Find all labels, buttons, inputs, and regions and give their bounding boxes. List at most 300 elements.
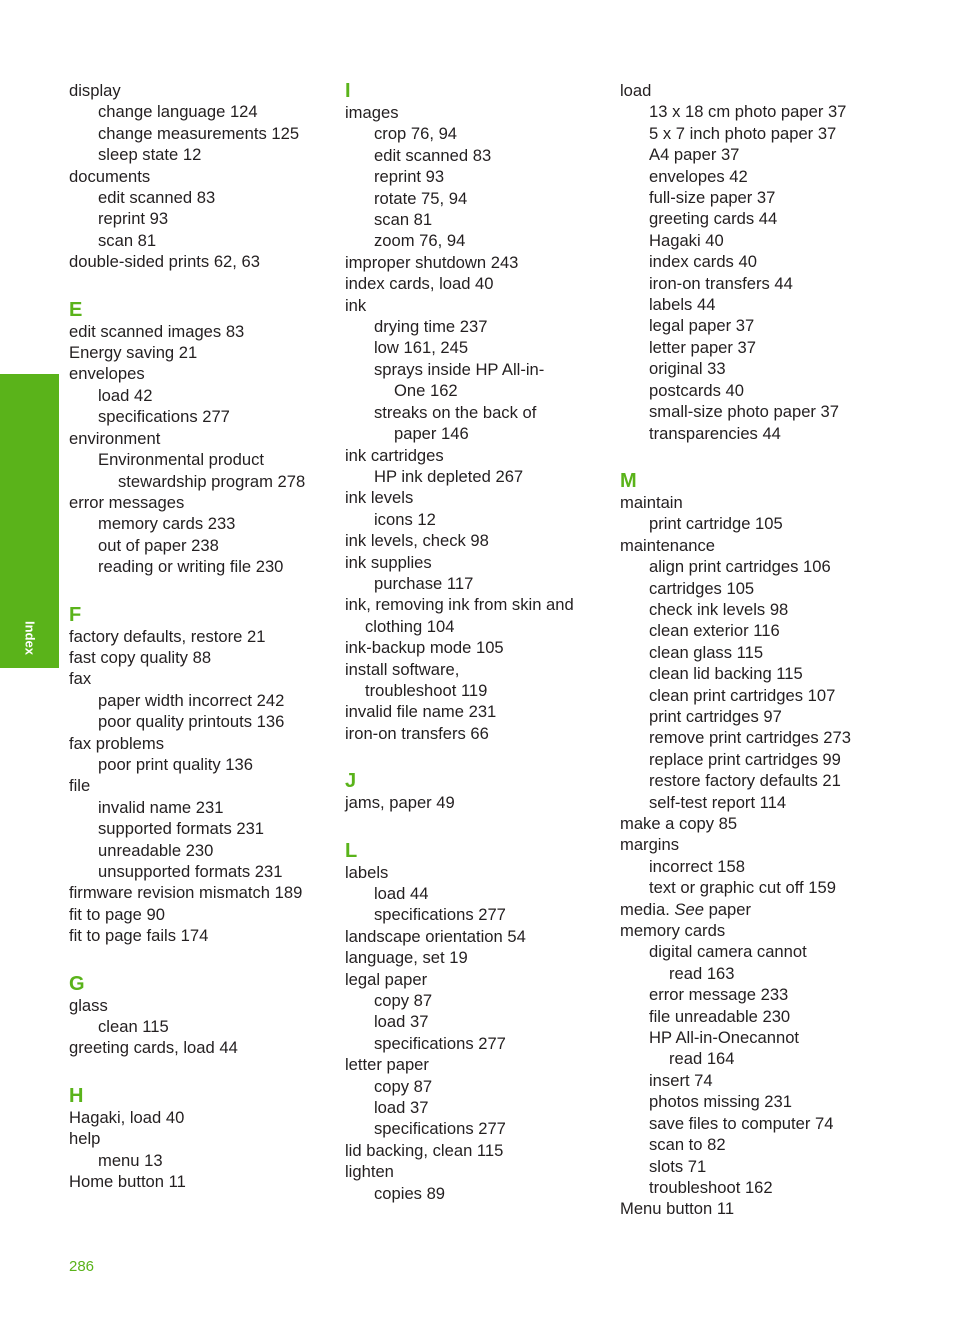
index-subentry <box>620 963 920 984</box>
entry-text: error message 233 <box>649 985 789 1005</box>
index-subentry <box>69 690 334 711</box>
index-subentry <box>345 380 610 401</box>
entry-text: edit scanned 83 <box>374 145 492 165</box>
entry-text: load 42 <box>98 385 153 405</box>
entry-text: menu 13 <box>98 1150 163 1170</box>
entry-text: Hagaki 40 <box>649 230 724 250</box>
index-group <box>69 1107 334 1193</box>
index-entry <box>620 920 920 941</box>
entry-text: change measurements 125 <box>98 123 300 143</box>
page-number: 286 <box>69 1258 95 1275</box>
index-subentry <box>69 754 334 775</box>
index-entry <box>620 492 920 513</box>
index-subentry <box>345 209 610 230</box>
index-subentry <box>620 101 920 122</box>
index-entry <box>345 273 610 294</box>
entry-text: reprint 93 <box>374 167 445 187</box>
entry-text: specifications 277 <box>374 1119 506 1139</box>
index-subentry <box>620 208 920 229</box>
index-entry <box>345 637 610 658</box>
index-subentry <box>620 792 920 813</box>
index-entry <box>69 775 334 796</box>
index-subentry <box>69 535 334 556</box>
index-subentry <box>620 337 920 358</box>
entry-text: poor print quality 136 <box>98 754 253 774</box>
entry-text: rotate 75, 94 <box>374 188 468 208</box>
index-subentry <box>620 1091 920 1112</box>
entry-text: edit scanned images 83 <box>69 321 245 341</box>
entry-text: fit to page fails 174 <box>69 926 209 946</box>
index-group <box>69 321 334 578</box>
index-entry <box>69 251 334 272</box>
index-subentry <box>620 401 920 422</box>
entry-text: check ink levels 98 <box>649 599 789 619</box>
entry-text: file unreadable 230 <box>649 1006 791 1026</box>
entry-text: jams, paper 49 <box>345 793 455 813</box>
index-letter-heading: H <box>69 1084 84 1107</box>
index-subentry <box>69 1016 334 1037</box>
see-target: paper <box>703 899 752 919</box>
index-letter-heading: L <box>345 839 358 862</box>
entry-text: memory cards <box>620 921 726 941</box>
index-subentry <box>69 556 334 577</box>
index-entry <box>69 1128 334 1149</box>
entry-text: firmware revision mismatch 189 <box>69 883 303 903</box>
entry-text: 13 x 18 cm photo paper 37 <box>649 102 847 122</box>
entry-text: print cartridge 105 <box>649 514 783 534</box>
entry-text: ink-backup mode 105 <box>345 638 504 658</box>
entry-text: margins <box>620 835 680 855</box>
index-entry <box>69 321 334 342</box>
entry-text: copies 89 <box>374 1183 446 1203</box>
index-subentry <box>69 471 334 492</box>
index-subentry <box>69 818 334 839</box>
index-subentry <box>620 620 920 641</box>
index-entry <box>345 487 610 508</box>
index-subentry <box>620 166 920 187</box>
index-subentry <box>69 208 334 229</box>
index-letter-heading: G <box>69 972 85 995</box>
index-subentry <box>620 1113 920 1134</box>
index-entry <box>345 701 610 722</box>
index-subentry <box>620 856 920 877</box>
entry-text: replace print cartridges 99 <box>649 749 841 769</box>
index-subentry <box>345 145 610 166</box>
entry-text: install software, <box>345 659 460 679</box>
entry-text: lighten <box>345 1162 394 1182</box>
index-subentry <box>620 1048 920 1069</box>
entry-text: unsupported formats 231 <box>98 862 283 881</box>
entry-text: read 163 <box>669 963 735 983</box>
index-subentry <box>620 642 920 663</box>
entry-text: HP ink depleted 267 <box>374 466 524 486</box>
index-entry <box>69 1107 334 1128</box>
index-entry <box>69 925 334 946</box>
index-entry <box>345 1161 610 1182</box>
index-subentry <box>345 316 610 337</box>
entry-text: incorrect 158 <box>649 856 745 876</box>
index-group <box>345 792 610 813</box>
index-group <box>345 102 610 744</box>
entry-text: supported formats 231 <box>98 819 265 839</box>
entry-text: iron-on transfers 66 <box>345 723 489 743</box>
index-entry <box>69 80 334 101</box>
index-subentry <box>69 101 334 122</box>
index-entry <box>620 834 920 855</box>
entry-text: photos missing 231 <box>649 1092 792 1112</box>
index-entry <box>345 926 610 947</box>
index-subentry <box>620 513 920 534</box>
entry-text: copy 87 <box>374 991 433 1011</box>
index-group <box>620 492 920 1220</box>
entry-text: full-size paper 37 <box>649 188 776 208</box>
entry-text: insert 74 <box>649 1070 713 1090</box>
entry-text: read 164 <box>669 1049 735 1069</box>
entry-text: digital camera cannot <box>649 942 807 962</box>
index-entry <box>345 445 610 466</box>
entry-text: file <box>69 776 91 796</box>
entry-text: paper width incorrect 242 <box>98 690 285 710</box>
entry-text: self-test report 114 <box>649 792 787 812</box>
entry-text: specifications 277 <box>374 905 506 925</box>
entry-text: edit scanned 83 <box>98 188 216 208</box>
entry-text: align print cartridges 106 <box>649 557 831 577</box>
index-entry <box>69 882 334 903</box>
entry-text: ink levels, check 98 <box>345 531 489 551</box>
index-subentry <box>620 663 920 684</box>
entry-text: sprays inside HP All-in- <box>374 359 545 379</box>
index-subentry <box>620 877 920 898</box>
index-entry <box>345 552 610 573</box>
entry-text: fax problems <box>69 733 164 753</box>
index-entry <box>345 947 610 968</box>
entry-text: Home button 11 <box>69 1172 186 1192</box>
index-subentry <box>620 230 920 251</box>
index-entry <box>345 594 610 615</box>
entry-text: lid backing, clean 115 <box>345 1140 504 1160</box>
entry-text: greeting cards 44 <box>649 209 778 229</box>
entry-text: text or graphic cut off 159 <box>649 878 836 898</box>
entry-text: clean exterior 116 <box>649 621 780 641</box>
entry-text: iron-on transfers 44 <box>649 273 793 293</box>
entry-text: greeting cards, load 44 <box>69 1038 238 1058</box>
index-subentry <box>69 144 334 165</box>
entry-text: memory cards 233 <box>98 514 236 534</box>
entry-text: specifications 277 <box>98 407 230 427</box>
entry-text: ink <box>345 295 367 315</box>
entry-text: stewardship program 278 <box>118 471 306 491</box>
entry-text: factory defaults, restore 21 <box>69 626 266 646</box>
index-entry <box>345 659 610 680</box>
index-subentry <box>620 685 920 706</box>
entry-text: labels 44 <box>649 295 716 315</box>
entry-text: clean print cartridges 107 <box>649 685 836 705</box>
index-group <box>345 862 610 1205</box>
index-subentry <box>620 1134 920 1155</box>
entry-text: media. <box>620 899 675 919</box>
entry-text: maintain <box>620 492 683 512</box>
index-subentry <box>620 315 920 336</box>
index-subentry <box>620 1177 920 1198</box>
entry-text: ink cartridges <box>345 445 444 465</box>
entry-text: cartridges 105 <box>649 578 755 598</box>
entry-text: copy 87 <box>374 1076 433 1096</box>
entry-text: A4 paper 37 <box>649 145 740 165</box>
entry-text: error messages <box>69 492 185 512</box>
index-entry <box>345 1140 610 1161</box>
index-subentry <box>69 840 334 861</box>
entry-text: ink, removing ink from skin and <box>345 595 574 615</box>
index-column-3 <box>620 80 920 1220</box>
entry-text: save files to computer 74 <box>649 1113 834 1133</box>
entry-text: specifications 277 <box>374 1033 506 1053</box>
entry-text: fit to page 90 <box>69 904 165 924</box>
entry-text: landscape orientation 54 <box>345 926 526 946</box>
entry-text: restore factory defaults 21 <box>649 771 841 791</box>
index-subentry <box>345 509 610 530</box>
index-entry <box>345 616 610 637</box>
index-subentry <box>345 1097 610 1118</box>
entry-text: clothing 104 <box>365 616 455 636</box>
index-letter-heading: F <box>69 603 82 626</box>
index-entry <box>69 1171 334 1192</box>
index-entry <box>345 102 610 123</box>
entry-text: streaks on the back of <box>374 402 537 422</box>
entry-text: 5 x 7 inch photo paper 37 <box>649 123 837 143</box>
index-entry <box>620 535 920 556</box>
entry-text: index cards 40 <box>649 252 757 272</box>
index-entry <box>620 80 920 101</box>
entry-text: One 162 <box>394 381 458 401</box>
index-subentry <box>620 423 920 444</box>
index-subentry <box>620 187 920 208</box>
index-entry <box>620 899 920 920</box>
entry-text: double-sided prints 62, 63 <box>69 252 260 272</box>
entry-text: HP All-in-Onecannot <box>649 1028 800 1048</box>
index-entry <box>345 680 610 701</box>
index-subentry <box>345 166 610 187</box>
index-subentry <box>345 883 610 904</box>
index-subentry <box>69 1150 334 1171</box>
index-entry <box>69 363 334 384</box>
entry-text: glass <box>69 995 108 1015</box>
index-subentry <box>69 711 334 732</box>
index-subentry <box>620 273 920 294</box>
index-subentry <box>345 1033 610 1054</box>
entry-text: documents <box>69 166 151 186</box>
index-entry <box>69 492 334 513</box>
index-subentry <box>620 727 920 748</box>
entry-text: environment <box>69 428 161 448</box>
index-subentry <box>69 449 334 470</box>
entry-text: drying time 237 <box>374 317 488 337</box>
entry-text: letter paper <box>345 1055 429 1075</box>
entry-text: load 37 <box>374 1098 429 1118</box>
index-subentry <box>69 187 334 208</box>
entry-text: icons 12 <box>374 509 436 529</box>
entry-text: poor quality printouts 136 <box>98 712 285 732</box>
entry-text: clean glass 115 <box>649 642 764 662</box>
entry-text: small-size photo paper 37 <box>649 402 840 422</box>
entry-text: sleep state 12 <box>98 145 202 165</box>
index-subentry <box>620 1006 920 1027</box>
entry-text: low 161, 245 <box>374 338 469 358</box>
entry-text: letter paper 37 <box>649 337 757 357</box>
index-subentry <box>345 466 610 487</box>
entry-text: slots 71 <box>649 1156 707 1176</box>
entry-text: Environmental product <box>98 450 265 470</box>
entry-text: crop 76, 94 <box>374 124 458 144</box>
entry-text: out of paper 238 <box>98 535 219 555</box>
index-subentry <box>620 706 920 727</box>
index-subentry <box>345 1183 610 1204</box>
index-entry <box>620 813 920 834</box>
entry-text: index cards, load 40 <box>345 274 494 294</box>
entry-text: Hagaki, load 40 <box>69 1107 185 1127</box>
index-letter-heading: J <box>345 770 357 793</box>
entry-text: change language 124 <box>98 102 258 122</box>
entry-text: make a copy 85 <box>620 814 738 833</box>
entry-text: reading or writing file 230 <box>98 557 284 577</box>
entry-text: clean lid backing 115 <box>649 664 803 684</box>
index-subentry <box>620 1070 920 1091</box>
index-subentry <box>345 359 610 380</box>
entry-text: Menu button 11 <box>620 1199 735 1219</box>
entry-text: original 33 <box>649 359 726 379</box>
entry-text: postcards 40 <box>649 380 745 400</box>
index-group <box>69 626 334 947</box>
entry-text: help <box>69 1129 101 1149</box>
index-subentry <box>620 749 920 770</box>
entry-text: scan 81 <box>374 210 433 230</box>
index-entry <box>345 862 610 883</box>
entry-text: legal paper 37 <box>649 316 755 336</box>
entry-text: maintenance <box>620 535 716 555</box>
index-subentry <box>345 123 610 144</box>
index-entry <box>69 428 334 449</box>
entry-text: images <box>345 103 399 122</box>
index-entry <box>69 626 334 647</box>
index-entry <box>69 1037 334 1058</box>
entry-text: fast copy quality 88 <box>69 647 212 667</box>
entry-text: fax <box>69 669 92 689</box>
index-entry <box>345 530 610 551</box>
entry-text: zoom 76, 94 <box>374 231 466 251</box>
index-entry <box>345 723 610 744</box>
index-subentry <box>620 358 920 379</box>
index-column-1 <box>69 80 334 1192</box>
index-subentry <box>620 380 920 401</box>
index-subentry <box>345 337 610 358</box>
index-subentry <box>345 1076 610 1097</box>
entry-text: unreadable 230 <box>98 840 214 860</box>
index-subentry <box>620 251 920 272</box>
entry-text: load 44 <box>374 884 429 903</box>
index-entry <box>345 295 610 316</box>
entry-text: envelopes <box>69 364 145 384</box>
entry-text: purchase 117 <box>374 573 474 593</box>
index-subentry <box>345 1011 610 1032</box>
entry-text: transparencies 44 <box>649 423 781 443</box>
index-subentry <box>69 513 334 534</box>
index-subentry <box>345 904 610 925</box>
index-subentry <box>620 941 920 962</box>
entry-text: language, set 19 <box>345 948 468 968</box>
index-column-2 <box>345 80 610 1204</box>
index-subentry <box>620 578 920 599</box>
entry-text: remove print cartridges 273 <box>649 728 851 748</box>
index-subentry <box>69 406 334 427</box>
entry-text: Energy saving 21 <box>69 343 198 363</box>
index-subentry <box>69 123 334 144</box>
index-group <box>69 80 334 273</box>
index-subentry <box>69 385 334 406</box>
index-subentry <box>69 861 334 882</box>
index-entry <box>69 995 334 1016</box>
entry-text: envelopes 42 <box>649 166 748 186</box>
index-subentry <box>620 144 920 165</box>
entry-text: troubleshoot 119 <box>365 680 488 700</box>
see-reference: See <box>674 899 704 919</box>
index-subentry <box>620 294 920 315</box>
entry-text: invalid file name 231 <box>345 702 497 722</box>
index-entry <box>345 252 610 273</box>
index-subentry <box>620 984 920 1005</box>
index-entry <box>345 969 610 990</box>
index-entry <box>69 733 334 754</box>
index-letter-heading: M <box>620 469 637 492</box>
entry-text: paper 146 <box>394 424 469 444</box>
index-entry <box>620 1198 920 1219</box>
index-subentry <box>345 188 610 209</box>
index-subentry <box>345 423 610 444</box>
index-subentry <box>345 1118 610 1139</box>
index-subentry <box>345 573 610 594</box>
index-subentry <box>345 402 610 423</box>
entry-text: display <box>69 81 121 100</box>
index-entry <box>345 792 610 813</box>
index-subentry <box>620 556 920 577</box>
index-group <box>620 80 920 444</box>
entry-text: scan 81 <box>98 230 157 250</box>
entry-text: load 37 <box>374 1012 429 1032</box>
index-subentry <box>69 797 334 818</box>
entry-text: print cartridges 97 <box>649 706 782 726</box>
index-entry <box>69 647 334 668</box>
entry-text: ink supplies <box>345 552 432 572</box>
index-entry <box>69 342 334 363</box>
index-entry <box>345 1054 610 1075</box>
index-letter-heading: E <box>69 298 83 321</box>
index-subentry <box>620 123 920 144</box>
index-subentry <box>345 990 610 1011</box>
index-subentry <box>620 599 920 620</box>
entry-text: invalid name 231 <box>98 797 224 817</box>
entry-text: clean 115 <box>98 1017 169 1037</box>
entry-text: troubleshoot 162 <box>649 1177 773 1197</box>
index-group <box>69 995 334 1059</box>
entry-text: load <box>620 81 652 100</box>
index-subentry <box>345 230 610 251</box>
index-entry <box>69 166 334 187</box>
entry-text: labels <box>345 862 389 882</box>
entry-text: scan to 82 <box>649 1135 726 1155</box>
index-letter-heading: I <box>345 80 351 102</box>
index-subentry <box>620 1027 920 1048</box>
side-tab-label: Index <box>22 621 38 655</box>
index-subentry <box>620 770 920 791</box>
index-subentry <box>620 1156 920 1177</box>
